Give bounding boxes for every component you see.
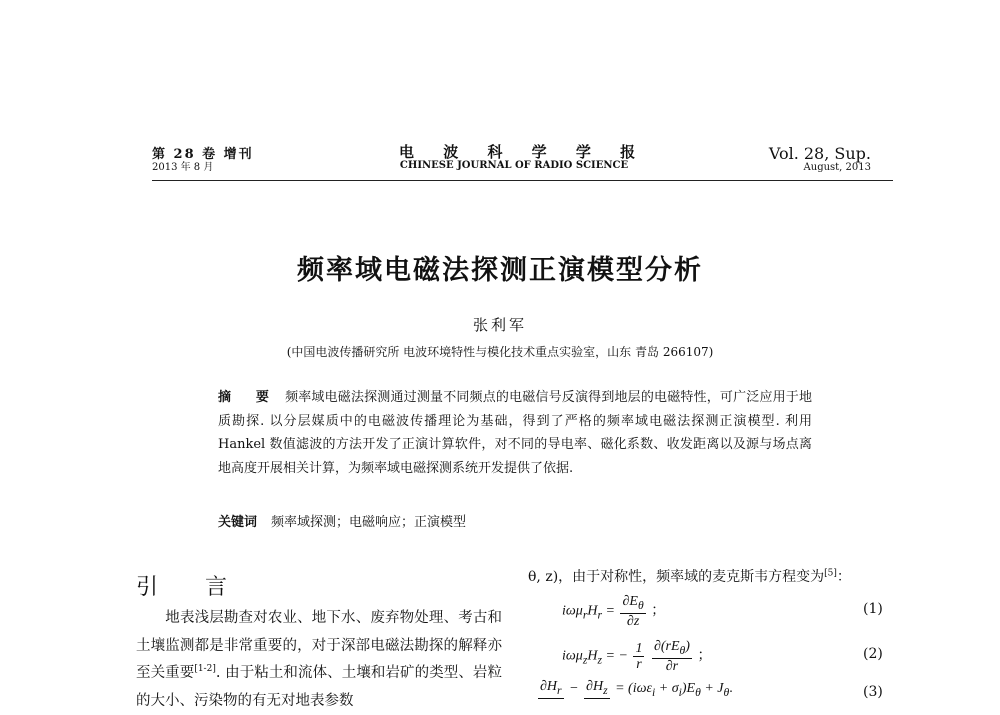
equation-1: $i\omega\mu_rH_r$ = $\frac{\partial E_\theta}{\partial z}$ ； bbox=[562, 594, 666, 629]
equation-2: $i\omega\mu_zH_z$ = − $\frac{1}{r}$ $\frac{\partial(rE_\theta)}{\partial r}$ ； bbox=[562, 639, 712, 674]
eq2-den: ∂r bbox=[665, 658, 679, 674]
eq3-rhs-sub: i bbox=[652, 685, 656, 699]
header-date-cn: 2013 年 8 月 bbox=[152, 162, 214, 173]
eq1-lhs-sub: r bbox=[582, 608, 588, 622]
right-intro-text: θ, z)，由于对称性，频率域的麦克斯韦方程变为 bbox=[528, 569, 825, 585]
paper-title: 频率域电磁法探测正演模型分析 bbox=[297, 255, 703, 286]
journal-name-cn: 电 波 科 学 学 报 bbox=[399, 143, 648, 161]
eq2-var-sub: z bbox=[597, 653, 603, 667]
right-intro-end: ： bbox=[836, 569, 851, 585]
equation-1-number: (1) bbox=[863, 601, 883, 617]
intro-text-1: 地表浅层勘查对农业、地下水、废弃物处理、考古和土壤监测都是非常重要的，对于深部电磁法勘探的解释亦至关重要 bbox=[136, 610, 503, 681]
eq1-var-sub: r bbox=[597, 608, 603, 622]
eq2-tail: ； bbox=[697, 648, 712, 664]
eq2-num-close: ) bbox=[685, 639, 690, 654]
keywords-text: 频率域探测；电磁响应；正演模型 bbox=[271, 515, 467, 530]
intro-text-2: . 由于粘土和流体、土壤和岩矿的类型、岩粒的大小、污染物的有无对地表参数 bbox=[136, 665, 503, 709]
abstract-text: 频率域电磁法探测通过测量不同频点的电磁信号反演得到地层的电磁特性，可广泛应用于地质勘探. 以分层媒质中的电磁波传播理论为基础，得到了严格的频率域电磁法探测正演模型. 利用 Hankel 数值滤波的方法开发了正演计算软件，对不同的导电率、磁化系数、收发距离以及源与场点离地高度开展相关计算，为频率域电磁探测系统开发提供了依据. bbox=[218, 390, 812, 476]
eq3-rhs-4: + J bbox=[700, 681, 724, 697]
header-rule bbox=[152, 180, 893, 181]
eq3-t1-sub: r bbox=[557, 683, 562, 697]
section-heading: 引 言 bbox=[136, 575, 247, 600]
eq2-num-sub: θ bbox=[679, 643, 686, 657]
equation-3-number: (3) bbox=[863, 684, 883, 700]
right-column-intro bbox=[528, 566, 851, 586]
eq3-rhs: = (iωε bbox=[615, 681, 653, 697]
header-volume-cn: 第 28 卷 增刊 bbox=[152, 147, 254, 162]
eq3-tail: . bbox=[729, 681, 733, 697]
abstract-label: 摘 要 bbox=[218, 390, 280, 405]
abstract bbox=[218, 386, 812, 480]
eq3-rhs-2: + σ bbox=[655, 681, 679, 697]
eq1-lhs-var: H bbox=[587, 603, 598, 619]
eq3-rhs-2-sub: i bbox=[678, 685, 682, 699]
eq3-t1: ∂H bbox=[540, 679, 558, 694]
paper-affiliation: (中国电波传播研究所 电波环境特性与模化技术重点实验室，山东 青岛 266107) bbox=[286, 345, 714, 359]
eq2-fraction-1 bbox=[633, 641, 644, 672]
keywords-label: 关键词 bbox=[218, 515, 258, 530]
journal-name-en: CHINESE JOURNAL OF RADIO SCIENCE bbox=[399, 160, 629, 171]
equation-2-number: (2) bbox=[863, 646, 883, 662]
eq1-num-sub: θ bbox=[637, 598, 644, 612]
eq3-t2-sub: z bbox=[603, 683, 608, 697]
eq2-lhs: iωμ bbox=[562, 648, 583, 664]
citation-ref-5[interactable]: [5] bbox=[824, 568, 837, 579]
eq1-tail: ； bbox=[651, 603, 666, 619]
eq3-rhs-4-sub: θ bbox=[723, 685, 730, 699]
paper-author: 张利军 bbox=[472, 316, 527, 334]
eq3-rhs-3: )E bbox=[681, 681, 696, 697]
eq2-f1-den: r bbox=[636, 656, 642, 672]
intro-paragraph bbox=[136, 605, 502, 715]
citation-ref[interactable]: [1-2] bbox=[194, 664, 216, 675]
eq2-fraction-2 bbox=[652, 639, 692, 674]
eq1-den: ∂z bbox=[626, 613, 640, 629]
eq1-num: ∂E bbox=[622, 594, 638, 609]
eq2-f1-num: 1 bbox=[635, 640, 643, 656]
eq1-fraction bbox=[620, 594, 645, 629]
eq2-num: ∂(rE bbox=[653, 639, 680, 654]
equation-3: $\partial H_r$ − $\partial H_z$ = $(i\omega\varepsilon_i + \sigma_i)E_\theta + J_\theta$. bbox=[540, 679, 733, 699]
header-month-en: August, 2013 bbox=[803, 162, 871, 173]
header-volume-en: Vol. 28, Sup. bbox=[768, 144, 871, 163]
eq2-lhs-sub: z bbox=[582, 653, 588, 667]
eq3-t2: ∂H bbox=[586, 679, 604, 694]
eq3-fraction-2 bbox=[584, 679, 610, 699]
eq1-lhs: iωμ bbox=[562, 603, 583, 619]
eq3-fraction-1 bbox=[538, 679, 564, 699]
eq2-lhs-var: H bbox=[587, 648, 598, 664]
keywords bbox=[218, 511, 466, 530]
eq3-rhs-3-sub: θ bbox=[695, 685, 701, 699]
